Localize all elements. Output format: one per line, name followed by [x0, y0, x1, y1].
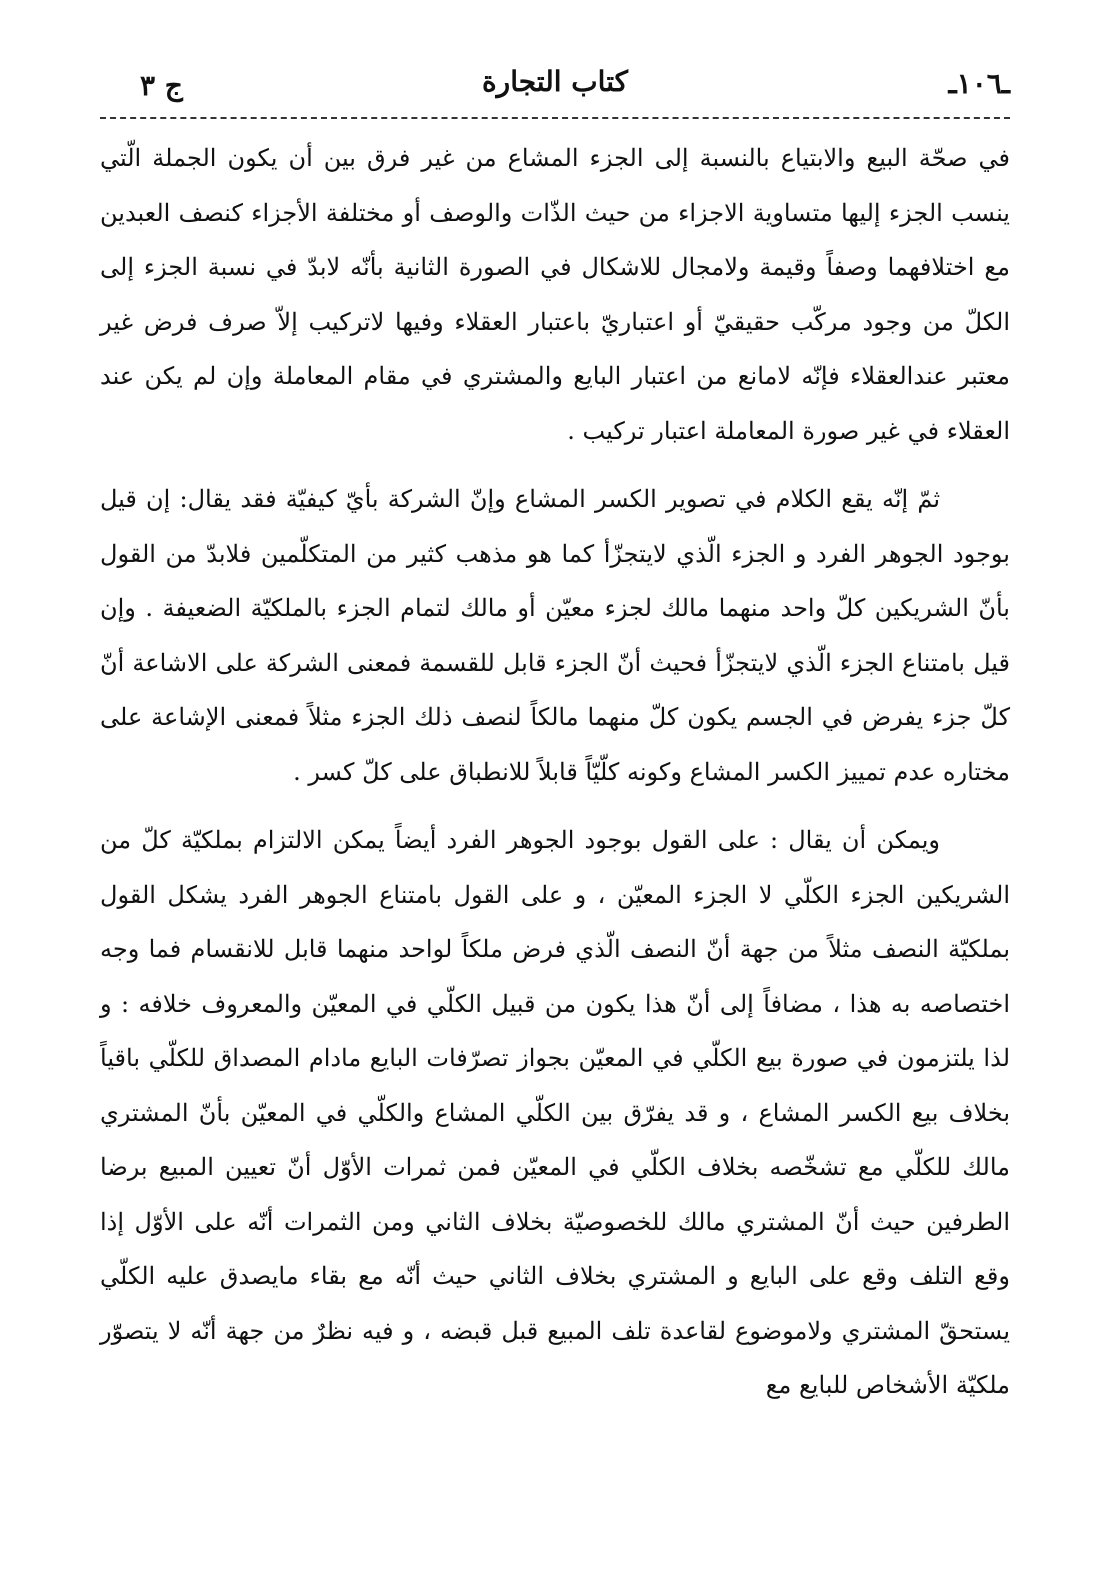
book-title: كتاب التجارة	[482, 65, 628, 98]
page-header	[100, 55, 1010, 117]
paragraph: ثمّ إنّه يقع الكلام في تصوير الكسر المشاع وإنّ الشركة بأيّ كيفيّة فقد يقال: إن قيل بوجود الجوهر الفرد و الجزء الّذي لايتجزّأ كما هو مذهب كثير من المتكلّمين فلابدّ من القول بأنّ الشريكين كلّ واحد منهما مالك لجزء معيّن أو مالك لتمام الجزء بالملكيّة الضعيفة . وإن قيل بامتناع الجزء الّذي لايتجزّأ فحيث أنّ الجزء قابل للقسمة فمعنى الشركة على الاشاعة أنّ كلّ جزء يفرض في الجسم يكون كلّ منهما مالكاً لنصف ذلك الجزء مثلاً فمعنى الإشاعة على مختاره عدم تمييز الكسر المشاع وكونه كلّيّاً قابلاً للانطباق على كلّ كسر .	[100, 485, 1010, 786]
paragraph: ويمكن أن يقال : على القول بوجود الجوهر الفرد أيضاً يمكن الالتزام بملكيّة كلّ من الشريكين الجزء الكلّي لا الجزء المعيّن ، و على القول بامتناع الجوهر الفرد يشكل القول بملكيّة النصف مثلاً من جهة أنّ النصف الّذي فرض ملكاً لواحد منهما قابل للانقسام فما وجه اختصاصه به هذا ، مضافاً إلى أنّ هذا يكون من قبيل الكلّي في المعيّن والمعروف خلافه : و لذا يلتزمون في صورة بيع الكلّي في المعيّن بجواز تصرّفات البايع مادام المصداق للكلّي باقياً بخلاف بيع الكسر المشاع ، و قد يفرّق بين الكلّي المشاع والكلّي في المعيّن بأنّ المشتري مالك للكلّي مع تشخّصه بخلاف الكلّي في المعيّن فمن ثمرات الأوّل أنّ تعيين المبيع برضا الطرفين حيث أنّ المشتري مالك للخصوصيّة بخلاف الثاني ومن الثمرات أنّه على الأوّل إذا وقع التلف وقع على البايع و المشتري بخلاف الثاني حيث أنّه مع بقاء مايصدق عليه الكلّي يستحقّ المشتري ولاموضوع لقاعدة تلف المبيع قبل قبضه ، و فيه نظرٌ من جهة أنّه لا يتصوّر ملكيّة الأشخاص للبايع مع	[100, 826, 1010, 1399]
volume-label: ج ٣	[140, 69, 183, 102]
header-divider	[100, 117, 1010, 119]
paragraph: في صحّة البيع والابتياع بالنسبة إلى الجزء المشاع من غير فرق بين أن يكون الجملة الّتي ينسب الجزء إليها متساوية الاجزاء من حيث الذّات والوصف أو مختلفة الأجزاء كنصف العبدين مع اختلافهما وصفاً وقيمة ولامجال للاشكال في الصورة الثانية بأنّه لابدّ في نسبة الجزء إلى الكلّ من وجود مركّب حقيقيّ أو اعتباريّ باعتبار العقلاء وفيها لاتركيب إلاّ صرف فرض غير معتبر عندالعقلاء فإنّه لامانع من اعتبار البايع والمشتري في مقام المعاملة وإن لم يكن عند العقلاء في غير صورة المعاملة اعتبار تركيب .	[100, 144, 1010, 445]
page-number: ـ١٠٦ـ	[948, 67, 1010, 100]
book-page	[100, 55, 1010, 1555]
